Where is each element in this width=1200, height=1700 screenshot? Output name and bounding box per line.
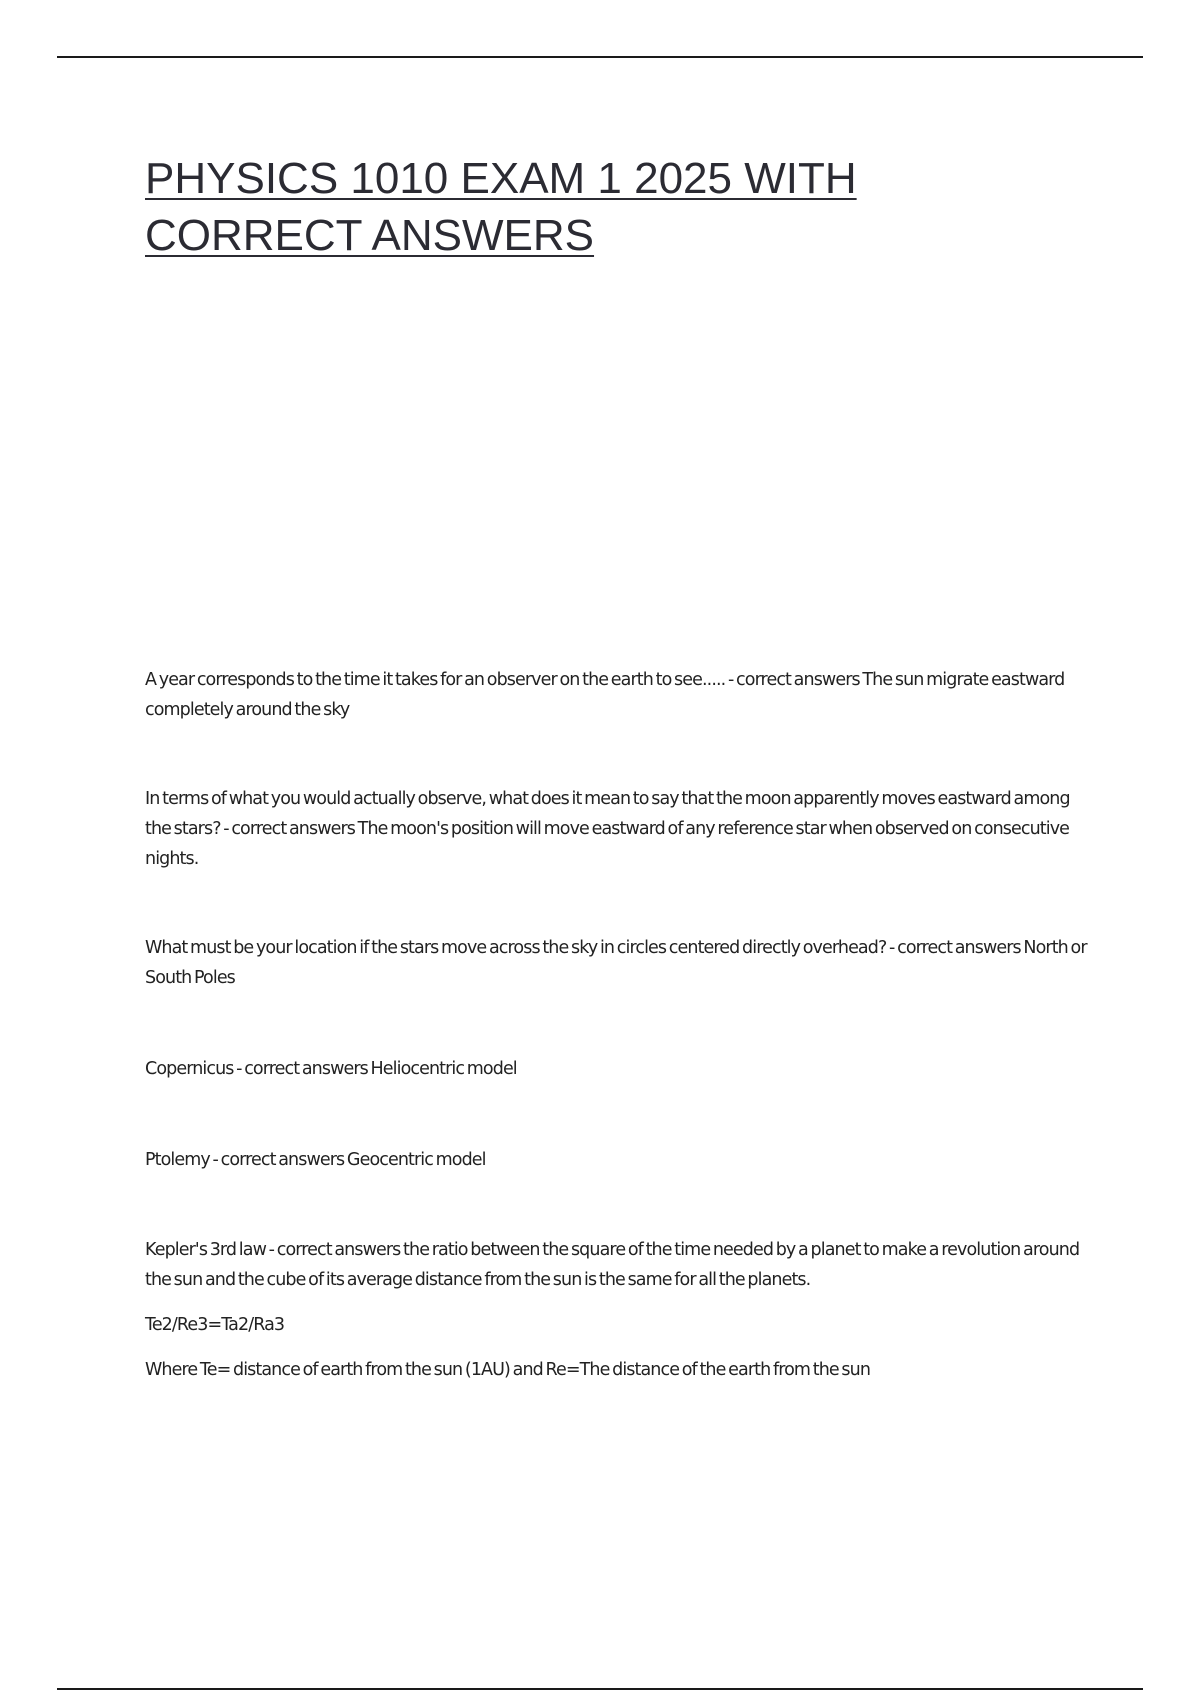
footer-rule <box>57 1688 1143 1690</box>
qa-item-kepler: Kepler's 3rd law - correct answers the ratio between the square of the time needed by a planet to make a revolution around the sun and the cube of its average distance from the sun is the same for all the planets. <box>145 1240 1080 1290</box>
qa-item-year: A year corresponds to the time it takes for an observer on the earth to see..... - correct answers The sun migrate eastward completely around the sky <box>145 670 1065 720</box>
document-title <box>145 150 1045 264</box>
qa-item-location: What must be your location if the stars move across the sky in circles centered directly overhead? - correct answers North or South Poles <box>145 938 1087 988</box>
qa-item-moon: In terms of what you would actually observe, what does it mean to say that the moon apparently moves eastward among the stars? - correct answers The moon's position will move eastward of any reference star when observed on consecutive nights. <box>145 789 1070 869</box>
kepler-equation: Te2/Re3=Ta2/Ra3 <box>145 1315 285 1335</box>
title-line-1: PHYSICS 1010 EXAM 1 2025 WITH <box>145 154 857 203</box>
title-line-2: CORRECT ANSWERS <box>145 211 595 260</box>
qa-item-ptolemy: Ptolemy - correct answers Geocentric model <box>145 1150 486 1170</box>
kepler-note: Where Te= distance of earth from the sun (1AU) and Re=The distance of the earth from the sun <box>145 1360 871 1380</box>
qa-item-copernicus: Copernicus - correct answers Heliocentric model <box>145 1059 517 1079</box>
header-rule <box>57 56 1143 58</box>
